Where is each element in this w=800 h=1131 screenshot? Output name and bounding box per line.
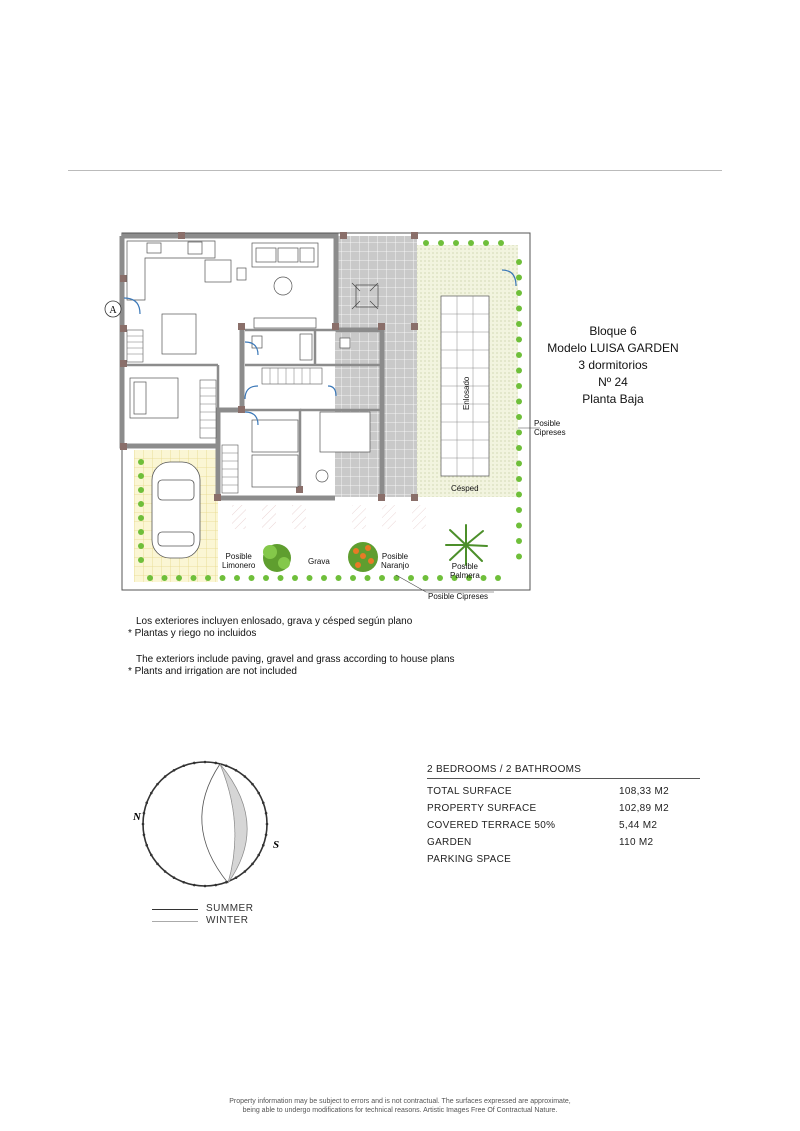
compass-tick [143, 833, 146, 836]
disclaimer-line-1: Property information may be subject to errors and is not contractual. The surfaces expressed are approximate, [229, 1098, 571, 1105]
cypress-dot [423, 240, 429, 246]
cypress-dot [516, 507, 522, 513]
cypress-dot [147, 575, 153, 581]
modelo-title: Modelo LUISA GARDEN [547, 341, 679, 355]
label-cesped: Césped [451, 484, 479, 493]
cypress-dot [437, 575, 443, 581]
label-naranjo: Naranjo [381, 561, 410, 570]
compass-tick [235, 769, 238, 772]
cypress-dot [162, 575, 168, 581]
cypress-dot [495, 575, 501, 581]
cypress-dot [516, 259, 522, 265]
compass-tick [262, 844, 265, 847]
cypress-dot [138, 543, 144, 549]
section-marker: A [109, 305, 117, 316]
cypress-dot [394, 575, 400, 581]
cypress-dot [263, 575, 269, 581]
disclaimer [0, 1097, 800, 1115]
spec-value: 110 M2 [619, 837, 654, 848]
cypress-dot [498, 240, 504, 246]
cypress-dot [453, 240, 459, 246]
cypress-dot [205, 575, 211, 581]
compass-tick [225, 764, 228, 767]
cypress-dot [138, 529, 144, 535]
spec-label: PARKING SPACE [427, 854, 512, 865]
cypress-dot [138, 501, 144, 507]
compass-tick [164, 870, 167, 873]
legend-summer-label: SUMMER [206, 903, 254, 914]
cypress-dot [336, 575, 342, 581]
naranjo-tree [348, 542, 378, 572]
cypress-dot [138, 459, 144, 465]
compass-tick [251, 863, 254, 866]
sun-path-diagram [120, 750, 300, 900]
compass-tick [142, 823, 145, 826]
compass-tick [173, 876, 176, 879]
cypress-dot [516, 414, 522, 420]
cypress-dot [516, 523, 522, 529]
compass-tick [251, 783, 254, 786]
cypress-dot [365, 575, 371, 581]
cypress-dot [516, 337, 522, 343]
surface-specs [427, 764, 700, 868]
car [152, 462, 200, 558]
cypress-dot [516, 352, 522, 358]
cypress-dot [138, 515, 144, 521]
unit-number: Nº 24 [598, 375, 628, 389]
compass-tick [204, 761, 207, 764]
spec-label: COVERED TERRACE 50% [427, 820, 556, 831]
label-posible-limonero [222, 552, 255, 570]
dormitorios-text: 3 dormitorios [578, 358, 648, 372]
disclaimer-line-2: being able to undergo modifications for technical reasons. Artistic Images Free Of Contractual Nature. [242, 1107, 558, 1114]
cypress-dot [468, 240, 474, 246]
compass-tick [173, 769, 176, 772]
compass-tick [182, 764, 185, 767]
compass-tick [164, 775, 167, 778]
spec-label: PROPERTY SURFACE [427, 803, 537, 814]
cypress-dot [483, 240, 489, 246]
spec-row [427, 817, 700, 834]
cypress-dot [516, 399, 522, 405]
compass-tick [193, 762, 196, 765]
compass-tick [214, 884, 217, 887]
floor-name: Planta Baja [582, 392, 644, 406]
label-posible-cipreses-bottom: Posible Cipreses [428, 592, 489, 601]
spec-row [427, 834, 700, 851]
compass-tick [265, 833, 268, 836]
label-palmera: Palmera [450, 571, 480, 580]
cypress-dot [516, 368, 522, 374]
cypress-dot [516, 461, 522, 467]
compass-tick [145, 801, 148, 804]
spec-row [427, 783, 700, 800]
compass-tick [257, 792, 260, 795]
compass-tick [257, 854, 260, 857]
limonero-tree [263, 544, 291, 572]
cypress-dot [516, 430, 522, 436]
cypress-dot [516, 538, 522, 544]
compass-tick [244, 775, 247, 778]
compass-tick [150, 792, 153, 795]
compass-tick [262, 801, 265, 804]
label-posible: Posible [225, 552, 252, 561]
cypress-dot [176, 575, 182, 581]
compass-tick [193, 884, 196, 887]
label-posible: Posible [451, 562, 479, 571]
label-enlosado: Enlosado [462, 376, 471, 410]
cypress-dot [516, 492, 522, 498]
spec-label: TOTAL SURFACE [427, 786, 512, 797]
compass-tick [235, 876, 238, 879]
cypress-dot [516, 306, 522, 312]
spec-value: 108,33 M2 [619, 786, 669, 797]
cypress-dot [321, 575, 327, 581]
cypress-dot [191, 575, 197, 581]
compass-tick [150, 854, 153, 857]
label-posible-naranjo [381, 552, 409, 570]
compass-tick [265, 812, 268, 815]
cypress-dot [350, 575, 356, 581]
compass-tick [156, 863, 159, 866]
compass-south: S [273, 839, 280, 851]
exterior-notes [128, 616, 455, 678]
label-posible-palmera [450, 562, 480, 580]
cypress-dot [292, 575, 298, 581]
label-cipreses: Cipreses [534, 428, 566, 437]
cypress-dot [307, 575, 313, 581]
label-posible-cipreses-right [534, 419, 566, 437]
cypress-dot [438, 240, 444, 246]
compass-tick [225, 881, 228, 884]
cypress-dot [138, 473, 144, 479]
note-en-2: * Plants and irrigation are not included [128, 666, 297, 677]
spec-row [427, 800, 700, 817]
cypress-dot [138, 487, 144, 493]
cypress-dot [423, 575, 429, 581]
cypress-dot [220, 575, 226, 581]
compass-tick [182, 881, 185, 884]
spec-value: 102,89 M2 [619, 803, 669, 814]
compass-tick [214, 762, 217, 765]
specs-header: 2 BEDROOMS / 2 BATHROOMS [427, 764, 700, 779]
specs-rows [427, 779, 700, 868]
cypress-dot [516, 383, 522, 389]
note-en-1: The exteriors include paving, gravel and grass according to house plans [136, 654, 455, 665]
cypress-dot [138, 557, 144, 563]
label-posible: Posible [534, 419, 561, 428]
cypress-dot [408, 575, 414, 581]
terrace-paving [335, 236, 417, 498]
cypress-dot [516, 554, 522, 560]
spec-row [427, 851, 700, 868]
compass-tick [204, 885, 207, 888]
compass-tick [143, 812, 146, 815]
spec-label: GARDEN [427, 837, 472, 848]
cypress-dot [516, 275, 522, 281]
compass-tick [156, 783, 159, 786]
cypress-dot [481, 575, 487, 581]
compass-north: N [133, 811, 141, 823]
label-grava: Grava [308, 557, 330, 566]
cypress-dot [516, 445, 522, 451]
cypress-dot [249, 575, 255, 581]
compass-tick [266, 823, 269, 826]
cypress-dot [516, 476, 522, 482]
compass-tick [145, 844, 148, 847]
compass-tick [244, 870, 247, 873]
block-info [528, 323, 698, 408]
cypress-dot [516, 290, 522, 296]
bloque-title: Bloque 6 [589, 324, 637, 338]
label-posible: Posible [381, 552, 409, 561]
cypress-dot [278, 575, 284, 581]
note-es-2: * Plantas y riego no incluidos [128, 628, 257, 639]
label-limonero: Limonero [222, 561, 256, 570]
cypress-dot [516, 321, 522, 327]
spec-value: 5,44 M2 [619, 820, 658, 831]
cypress-dot [379, 575, 385, 581]
legend-winter-label: WINTER [206, 915, 249, 926]
note-es-1: Los exteriores incluyen enlosado, grava y césped según plano [136, 616, 413, 627]
cypress-dot [234, 575, 240, 581]
